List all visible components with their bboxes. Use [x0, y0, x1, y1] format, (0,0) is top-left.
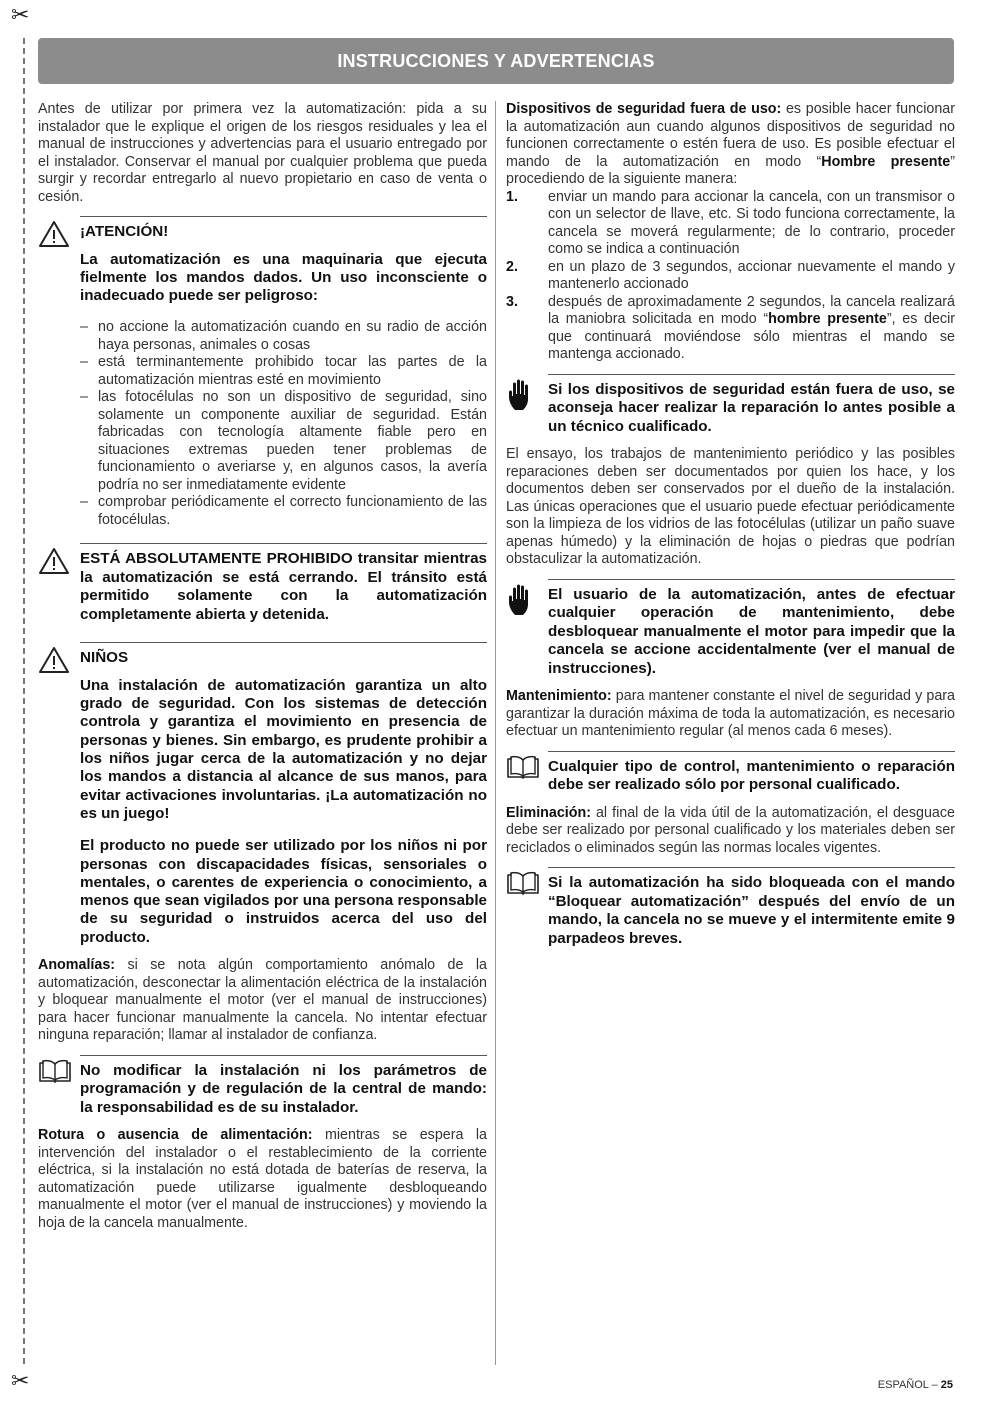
intro-paragraph: Antes de utilizar por primera vez la automatización: pida a su instalador que le explique el origen de los riesgos residuales y lea el manual de instrucciones y advertencias para el usuario entregado por el instalador. Conservar el manual por cualquier problema que pueda surgir y recordar entregarlo al nuevo propietario en caso de venta o cesión. [38, 101, 487, 205]
blocked-text: Si la automatización ha sido bloqueada con el mando “Bloquear automatización” después del envío de un mando, la cancela no se mueve y el intermitente emite 9 parpadeos breves. [548, 874, 955, 947]
manual-book-icon [38, 1055, 80, 1118]
column-divider [495, 101, 496, 1365]
children-box [38, 642, 487, 947]
anomalies-text: si se nota algún comportamiento anómalo de la automatización, desconectar la alimentación eléctrica de la instalación y bloquear manualmente el motor (ver el manual de instrucciones) para hacer funcionar manualmente la cancela. No intentar efectuar ninguna reparación; llamar al instalador de confianza. [38, 957, 487, 1044]
step-number: 3. [506, 293, 518, 310]
warning-triangle-icon [38, 216, 80, 533]
list-item: – comprobar periódicamente el correcto funcionamiento de las fotocélulas. [80, 494, 487, 529]
power-failure-label: Rotura o ausencia de alimentación: [38, 1127, 313, 1144]
children-paragraph-1: Una instalación de automatización garantiza un alto grado de seguridad. Con los sistemas de detección controla y garantiza el movimiento en presencia de personas y bienes. Sin embargo, es prudente prohibir a los niños jugar cerca de la automatización y no dejar los mandos a distancia al alcance de sus manos, para evitar activaciones involuntarias. ¡La automatización no es un juego! [80, 676, 487, 822]
testing-paragraph: El ensayo, los trabajos de mantenimiento periódico y las posibles reparaciones deben ser documentados por quien los hace, y los documentos deben ser conservados por el dueño de la instalación. Las únicas operaciones que el usuario puede efectuar periódicamente son la limpieza de los vidrios de las fotocélulas (utilizar un paño suave apenas húmedo) y la eliminación de hojas o piedras que podrían obstaculizar la automatización. [506, 446, 955, 567]
right-column [506, 101, 955, 958]
out-of-use-text: Si los dispositivos de seguridad están fuera de uso, se aconseja hacer realizar la reparación lo antes posible a un técnico cualificado. [548, 380, 955, 435]
step-text-part: después de aproximadamente 2 segundos, la cancela realizará la maniobra solicitada en modo “ [548, 293, 955, 327]
safety-devices-paragraph [506, 101, 955, 189]
maintenance-paragraph [506, 688, 955, 741]
user-maintenance-text: El usuario de la automatización, antes de efectuar cualquier operación de mantenimiento, debe desbloquear manualmente el motor para impedir que la cancela se accione accidentalmente (ver el manual de instrucciones). [548, 585, 955, 677]
step-text [548, 294, 955, 364]
man-present-label: Hombre presente [821, 153, 951, 170]
scissors-icon: ✂ [11, 1368, 30, 1393]
footer-language: ESPAÑOL – [877, 1379, 941, 1391]
power-failure-text: mientras se espera la intervención del instalador o el restablecimiento de la corriente eléctrica, si la instalación no está dotada de baterías de reserva, la automatización puede utilizarse igualmente desbloqueando manualmente el motor (ver el manual de instrucciones) y moviendo la hoja de la cancela manualmente. [38, 1127, 487, 1231]
manual-book-icon [506, 867, 548, 948]
safety-devices-text-end: ” procediendo de la siguiente manera: [506, 153, 956, 187]
children-title: NIÑOS [80, 649, 129, 667]
page-footer [878, 1379, 953, 1391]
stop-hand-icon [506, 579, 548, 679]
list-item [506, 259, 955, 294]
safety-devices-text: es posible hacer funcionar la automatización aun cuando algunos dispositivos de seguridad no funcionen correctamente o estén fuera de uso. Es posible efectuar el mando de la automatización en modo “ [506, 101, 955, 170]
disposal-paragraph [506, 805, 955, 858]
page-header [38, 38, 954, 84]
list-item [506, 294, 955, 364]
maintenance-label: Mantenimiento: [506, 688, 612, 704]
manual-book-icon [506, 751, 548, 795]
list-item: – no accione la automatización cuando en su radio de acción haya personas, animales o cosas [80, 319, 487, 354]
anomalies-label: Anomalías: [38, 957, 116, 974]
control-box [506, 751, 955, 795]
step-text: enviar un mando para accionar la cancela, con un transmisor o con un selector de llave, etc. Si todo funciona correctamente, la cancela se moverá regularmente; de lo contrario, proceder como se indica a continuación [548, 188, 955, 257]
cut-line [23, 38, 25, 1364]
step-number: 2. [506, 258, 518, 275]
stop-hand-icon [506, 374, 548, 437]
power-failure-paragraph [38, 1127, 487, 1232]
prohibited-box [38, 543, 487, 624]
anomalies-paragraph [38, 957, 487, 1045]
disposal-text: al final de la vida útil de la automatización, el desguace debe ser realizado por personal cualificado y los materiales deben ser reciclados o eliminados según las normas locales vigentes. [506, 804, 955, 856]
attention-list [80, 319, 487, 529]
list-item: – está terminantemente prohibido tocar las partes de la automatización mientras esté en movimiento [80, 354, 487, 389]
user-maintenance-box [506, 579, 955, 679]
maintenance-text: para mantener constante el nivel de seguridad y para garantizar la duración máxima de toda la automatización, es necesario efectuar un mantenimiento regular (al menos cada 6 meses). [506, 688, 955, 739]
step-text-part: ”, es decir que continuará moviéndose sólo mientras el mando se mantenga accionado. [548, 311, 956, 362]
children-paragraph-2: El producto no puede ser utilizado por los niños ni por personas con discapacidades físicas, sensoriales o mentales, o carentes de experiencia o conocimiento, a menos que sean vigilados por una persona responsable de su seguridad o instruidos acerca del uso del producto. [80, 837, 487, 946]
safety-devices-label: Dispositivos de seguridad fuera de uso: [506, 101, 782, 117]
warning-triangle-icon [38, 642, 80, 947]
blocked-box [506, 867, 955, 948]
prohibited-text: ESTÁ ABSOLUTAMENTE PROHIBIDO transitar mientras la automatización se está cerrando. El tránsito está permitido solamente con la automatización completamente abierta y detenida. [80, 550, 487, 623]
steps-list [506, 189, 955, 364]
disposal-label: Eliminación: [506, 804, 591, 821]
scissors-icon: ✂ [11, 2, 30, 27]
page-number: 25 [940, 1379, 953, 1391]
man-present-label: hombre presente [768, 311, 887, 327]
step-number: 1. [506, 188, 518, 205]
step-text: en un plazo de 3 segundos, accionar nuevamente el mando y mantenerlo accionado [548, 258, 955, 292]
no-modify-text: No modificar la instalación ni los parámetros de programación y de regulación de la central de mando: la responsabilidad es de su instalador. [80, 1061, 487, 1116]
page-title: INSTRUCCIONES Y ADVERTENCIAS [337, 50, 655, 71]
no-modify-box [38, 1055, 487, 1118]
left-column [38, 101, 487, 1238]
out-of-use-box [506, 374, 955, 437]
list-item: – las fotocélulas no son un dispositivo de seguridad, sino solamente un componente auxiliar de seguridad. Están fabricadas con tecnología altamente fiable pero en situaciones extremas pueden tener problemas de funcionamiento o averiarse y, en algunos casos, la avería podría no ser inmediatamente evidente [80, 389, 487, 494]
control-text: Cualquier tipo de control, mantenimiento o reparación debe ser realizado sólo por personal cualificado. [548, 757, 955, 793]
attention-bold-text: La automatización es una maquinaria que ejecuta fielmente los mandos dados. Un uso inconsciente o inadecuado puede ser peligroso: [80, 250, 487, 305]
list-item [506, 189, 955, 259]
attention-title: ¡ATENCIÓN! [80, 223, 169, 240]
attention-box [38, 216, 487, 533]
warning-triangle-icon [38, 543, 80, 624]
